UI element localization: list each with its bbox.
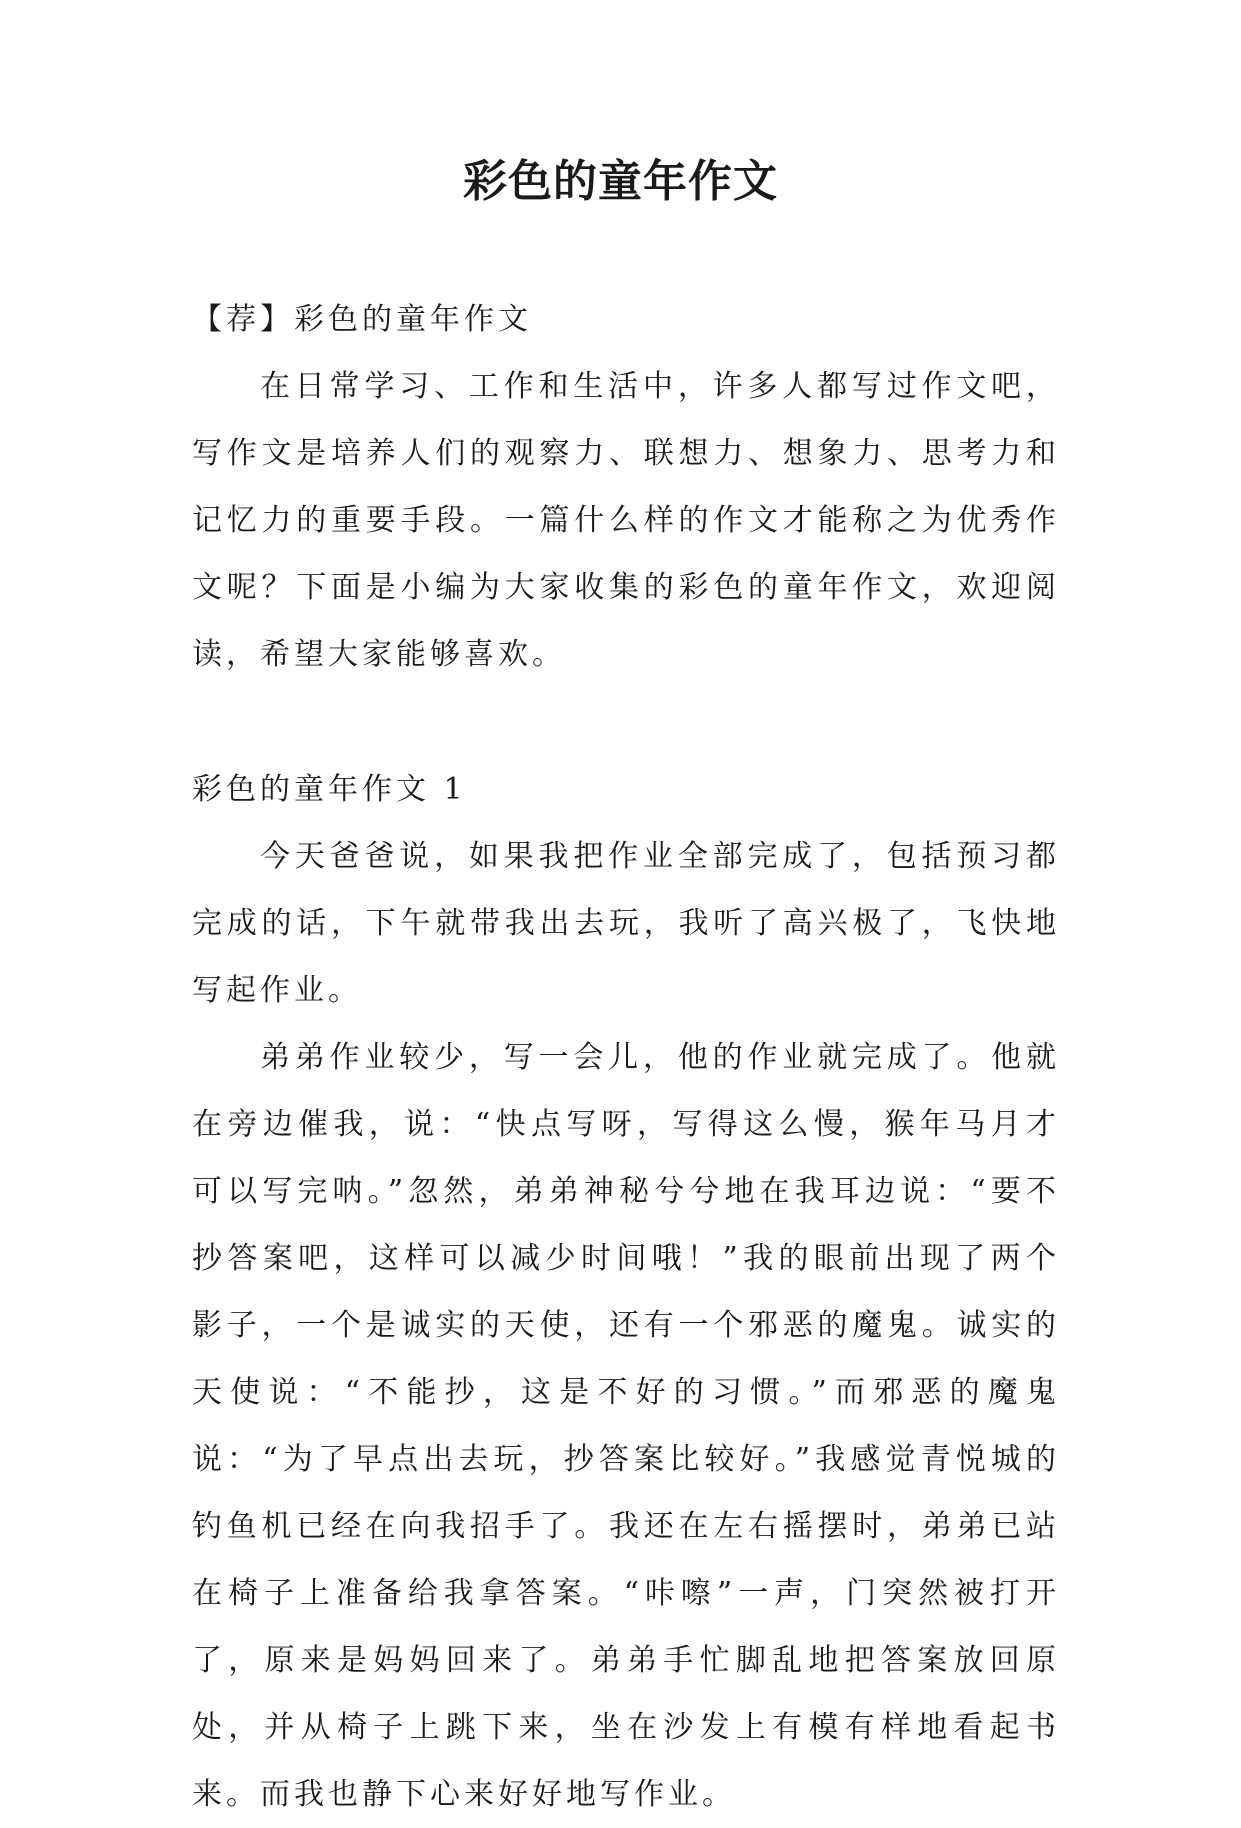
recommend-line: 【荐】彩色的童年作文 xyxy=(192,302,532,337)
body-paragraph: 今天爸爸说，如果我把作业全部完成了，包括预习都完成的话，下午就带我出去玩，我听了高兴极了，飞快地写起作业。 xyxy=(192,839,1060,1008)
document-title: 彩色的童年作文 xyxy=(463,156,778,207)
intro-paragraph: 在日常学习、工作和生活中，许多人都写过作文吧，写作文是培养人们的观察力、联想力、想象力、思考力和记忆力的重要手段。一篇什么样的作文才能称之为优秀作文呢？下面是小编为大家收集的彩色的童年作文，欢迎阅读，希望大家能够喜欢。 xyxy=(192,369,1060,672)
document-body xyxy=(192,286,1060,1828)
body-paragraph: 弟弟作业较少，写一会儿，他的作业就完成了。他就在旁边催我，说：“快点写呀，写得这么慢，猴年马月才可以写完呐。”忽然，弟弟神秘兮兮地在我耳边说：“要不抄答案吧，这样可以减少时间哦！”我的眼前出现了两个影子，一个是诚实的天使，还有一个邪恶的魔鬼。诚实的天使说：“不能抄，这是不好的习惯。”而邪恶的魔鬼说：“为了早点出去玩，抄答案比较好。”我感觉青悦城的钓鱼机已经在向我招手了。我还在左右摇摆时，弟弟已站在椅子上准备给我拿答案。“咔嚓”一声，门突然被打开了，原来是妈妈回来了。弟弟手忙脚乱地把答案放回原处，并从椅子上跳下来，坐在沙发上有模有样地看起书来。而我也静下心来好好地写作业。 xyxy=(192,1040,1060,1812)
section-heading: 彩色的童年作文 1 xyxy=(192,772,467,807)
